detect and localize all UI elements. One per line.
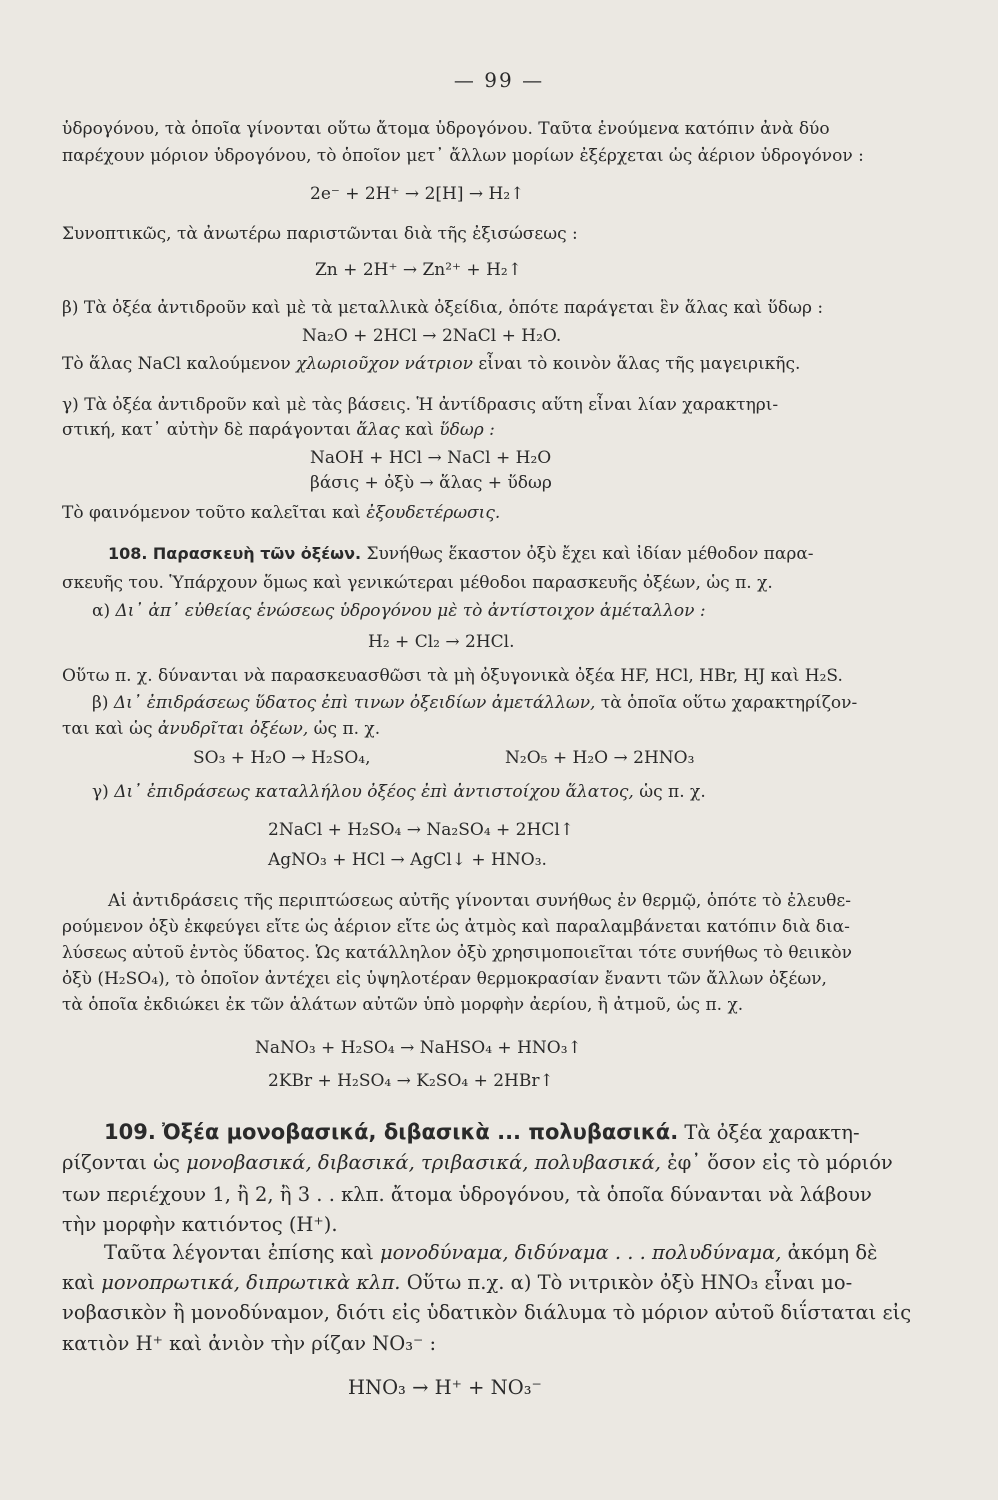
text-run: ἀκόμη δὲ xyxy=(781,1241,878,1264)
equation-10: NaNO₃ + H₂SO₄ → NaHSO₄ + HNO₃↑ xyxy=(255,1038,582,1058)
text-run: ται καὶ ὡς xyxy=(62,719,158,739)
text-line-22 xyxy=(62,1152,912,1174)
text-run: Ταῦτα λέγονται ἐπίσης καὶ xyxy=(104,1241,380,1264)
emphasis: ὕδωρ : xyxy=(439,420,495,440)
equation-3: Na₂O + 2HCl → 2NaCl + H₂O. xyxy=(302,326,562,346)
text-run: εἶναι τὸ κοινὸν ἅλας τῆς μαγειρικῆς. xyxy=(473,354,801,374)
emphasis: μονοβασικά, διβασικά, τριβασικά, πολυβασικά, xyxy=(186,1151,661,1174)
emphasis: ἅλας xyxy=(356,420,400,440)
equation-11: 2KBr + H₂SO₄ → K₂SO₄ + 2HBr↑ xyxy=(268,1071,554,1091)
text-line-4: β) Τὰ ὀξέα ἀντιδροῦν καὶ μὲ τὰ μεταλλικὰ ὀξείδια, ὁπότε παράγεται ἓν ἅλας καὶ ὕδωρ : xyxy=(62,298,824,318)
text-line-26 xyxy=(62,1272,912,1294)
text-line-10: σκευῆς του. Ὑπάρχουν ὅμως καὶ γενικώτεραι μέθοδοι παρασκευῆς ὀξέων, ὡς π. χ. xyxy=(62,573,773,593)
emphasis: ἐξουδετέρωσις. xyxy=(366,503,501,523)
text-line-25 xyxy=(104,1242,912,1264)
emphasis: μονοδύναμα, διδύναμα . . . πολυδύναμα, xyxy=(379,1241,782,1264)
equation-1: 2e⁻ + 2H⁺ → 2[H] → H₂↑ xyxy=(310,184,525,204)
equation-4: NaOH + HCl → NaCl + H₂O xyxy=(310,448,552,468)
emphasis: χλωριοῦχον νάτριον xyxy=(296,354,473,374)
text-line-7 xyxy=(62,419,912,441)
text-run: Τὸ φαινόμενον τοῦτο καλεῖται καὶ xyxy=(62,503,367,523)
text-run: Συνήθως ἕκαστον ὀξὺ ἔχει καὶ ἰδίαν μέθοδον παρα- xyxy=(361,544,814,564)
text-run: Τὰ ὀξέα χαρακτη- xyxy=(678,1121,860,1144)
text-run: καὶ xyxy=(62,1271,102,1294)
section-title: Παρασκευὴ τῶν ὀξέων. xyxy=(152,544,362,563)
text-line-24: τὴν μορφὴν κατιόντος (H⁺). xyxy=(62,1213,338,1236)
equation-7b: N₂O₅ + H₂O → 2HNO₃ xyxy=(505,748,695,768)
text-line-28: κατιὸν H⁺ καὶ ἀνιὸν τὴν ρίζαν NO₃⁻ : xyxy=(62,1332,437,1355)
emphasis: μονοπρωτικά, διπρωτικὰ κλπ. xyxy=(101,1271,401,1294)
text-line-17: ρούμενον ὀξὺ ἐκφεύγει εἴτε ὡς ἀέριον εἴτε ὡς ἀτμὸς καὶ παραλαμβάνεται κατόπιν διὰ δια- xyxy=(62,917,850,937)
text-line-20: τὰ ὁποῖα ἐκδιώκει ἐκ τῶν ἁλάτων αὐτῶν ὑπὸ μορφὴν ἀερίου, ἢ ἀτμοῦ, ὡς π. χ. xyxy=(62,995,744,1015)
text-line-14 xyxy=(62,718,912,740)
equation-5: βάσις + ὀξὺ → ἅλας + ὕδωρ xyxy=(310,473,552,493)
text-line-18: λύσεως αὐτοῦ ἐντὸς ὕδατος. Ὡς κατάλληλον ὀξὺ χρησιμοποιεῖται τότε συνήθως τὸ θειικὸν xyxy=(62,943,852,963)
text-line-11 xyxy=(92,600,942,622)
text-run: Οὕτω π.χ. α) Τὸ νιτρικὸν ὀξὺ HNO₃ εἶναι μο- xyxy=(400,1271,853,1294)
text-line-23: των περιέχουν 1, ἢ 2, ἢ 3 . . κλπ. ἄτομα ὑδρογόνου, τὰ ὁποῖα δύνανται νὰ λάβουν xyxy=(62,1183,872,1206)
equation-9: AgNO₃ + HCl → AgCl↓ + HNO₃. xyxy=(268,850,547,870)
text-line-5 xyxy=(62,353,912,375)
section-109-heading-line xyxy=(104,1121,912,1144)
text-line-16: Αἱ ἀντιδράσεις τῆς περιπτώσεως αὐτῆς γίνονται συνήθως ἐν θερμῷ, ὁπότε τὸ ἐλευθε- xyxy=(108,891,851,911)
text-run: γ) xyxy=(92,782,115,802)
text-run: β) xyxy=(92,693,114,713)
equation-12: HNO₃ → H⁺ + NO₃⁻ xyxy=(348,1376,542,1399)
emphasis: Δι᾽ ἐπιδράσεως ὕδατος ἐπὶ τινων ὀξειδίων ἀμετάλλων, xyxy=(113,693,596,713)
text-run: Τὸ ἅλας NaCl καλούμενον xyxy=(62,354,297,374)
section-title: Ὀξέα μονοβασικά, διβασικὰ ... πολυβασικά. xyxy=(162,1120,679,1144)
section-number: 108. xyxy=(108,544,148,563)
text-line-2: παρέχουν μόριον ὑδρογόνου, τὸ ὁποῖον μετ᾽ ἄλλων μορίων ἐξέρχεται ὡς ἀέριον ὑδρογόνον : xyxy=(62,146,864,166)
text-line-6: γ) Τὰ ὀξέα ἀντιδροῦν καὶ μὲ τὰς βάσεις. Ἡ ἀντίδρασις αὕτη εἶναι λίαν χαρακτηρι- xyxy=(62,395,779,415)
page-number: — 99 — xyxy=(453,68,545,92)
text-run: α) xyxy=(92,601,116,621)
text-run: στική, κατ᾽ αὐτὴν δὲ παράγονται xyxy=(62,420,357,440)
text-line-19: ὀξὺ (H₂SO₄), τὸ ὁποῖον ἀντέχει εἰς ὑψηλοτέραν θερμοκρασίαν ἔναντι τῶν ἄλλων ὀξέων, xyxy=(62,969,827,989)
equation-8: 2NaCl + H₂SO₄ → Na₂SO₄ + 2HCl↑ xyxy=(268,820,575,840)
text-line-13 xyxy=(92,692,912,714)
text-line-15 xyxy=(92,781,942,803)
text-run: ὡς π. χ. xyxy=(308,719,381,739)
text-line-1: ὑδρογόνου, τὰ ὁποῖα γίνονται οὕτω ἄτομα ὑδρογόνου. Ταῦτα ἑνούμενα κατόπιν ἀνὰ δύο xyxy=(62,119,830,139)
text-line-8 xyxy=(62,502,912,524)
text-line-27: νοβασικὸν ἢ μονοδύναμον, διότι εἰς ὑδατικὸν διάλυμα τὸ μόριον αὐτοῦ διΐσταται εἰς xyxy=(62,1301,912,1324)
equation-7a: SO₃ + H₂O → H₂SO₄, xyxy=(193,748,371,768)
equation-2: Zn + 2H⁺ → Zn²⁺ + H₂↑ xyxy=(315,260,522,280)
section-108-heading-line xyxy=(108,543,912,565)
emphasis: Δι᾽ ἀπ᾽ εὐθείας ἑνώσεως ὑδρογόνου μὲ τὸ ἀντίστοιχον ἀμέταλλον : xyxy=(115,601,706,621)
text-line-3: Συνοπτικῶς, τὰ ἀνωτέρω παριστῶνται διὰ τῆς ἐξισώσεως : xyxy=(62,224,578,244)
text-run: ὡς π. χ. xyxy=(633,782,706,802)
section-number: 109. xyxy=(104,1120,156,1144)
text-line-12: Οὕτω π. χ. δύνανται νὰ παρασκευασθῶσι τὰ μὴ ὀξυγονικὰ ὀξέα HF, HCl, HBr, HJ καὶ H₂S. xyxy=(62,666,843,686)
emphasis: Δι᾽ ἐπιδράσεως καταλλήλου ὀξέος ἐπὶ ἀντιστοίχου ἅλατος, xyxy=(114,782,634,802)
text-run: ρίζονται ὡς xyxy=(62,1151,187,1174)
equation-6: H₂ + Cl₂ → 2HCl. xyxy=(368,632,515,652)
emphasis: ἀνυδρῖται ὀξέων, xyxy=(157,719,309,739)
text-run: τὰ ὁποῖα οὕτω χαρακτηρίζον- xyxy=(595,693,858,713)
text-run: καὶ xyxy=(399,420,440,440)
text-run: ἐφ᾽ ὅσον εἰς τὸ μόριόν xyxy=(660,1151,893,1174)
